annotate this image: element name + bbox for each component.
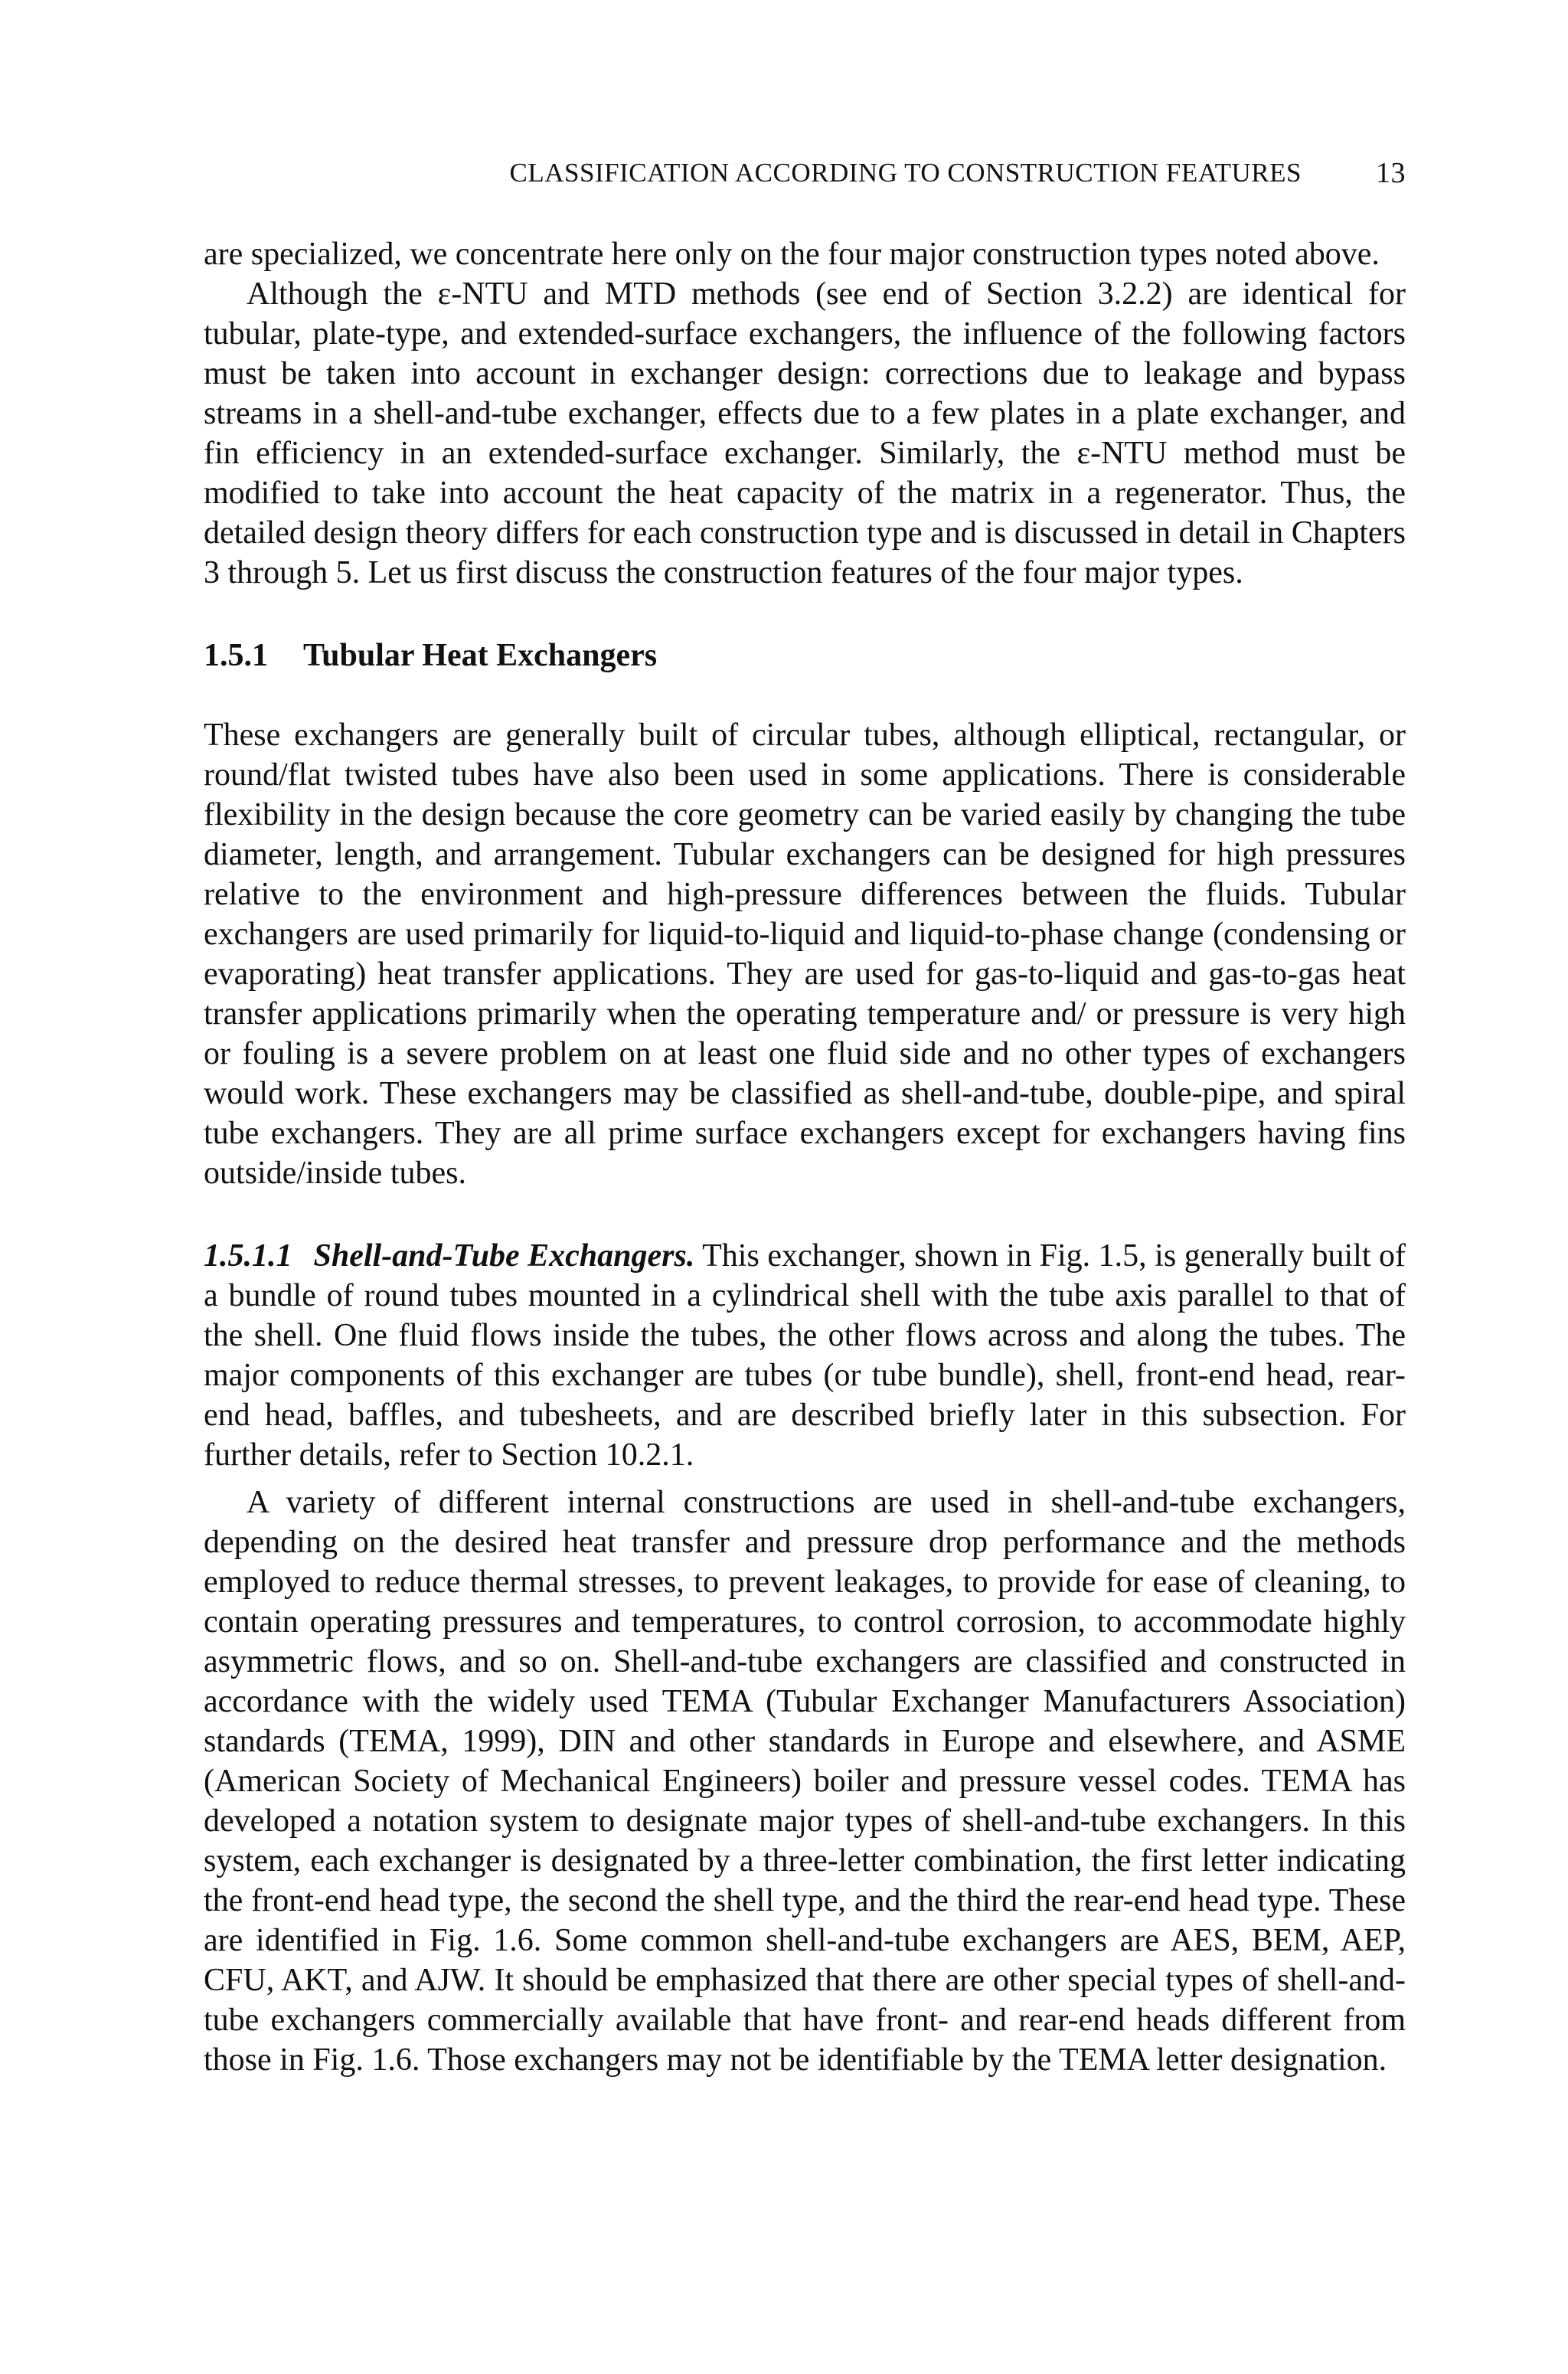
running-head xyxy=(204,150,1406,196)
spacer xyxy=(204,593,1406,636)
subsection-number: 1.5.1.1 xyxy=(204,1238,292,1274)
paragraph-methods: Although the ε-NTU and MTD methods (see end of Section 3.2.2) are identical for tubular, plate-type, and extended-surface exchangers, the influence of the following factors must be taken into account in exchanger design: corrections due to leakage and bypass streams in a shell-and-tube exchanger, effects due to a few plates in a plate exchanger, and fin efficiency in an extended-surface exchanger. Similarly, the ε-NTU method must be modified to take into account the heat capacity of the matrix in a regenerator. Thus, the detailed design theory differs for each construction type and is discussed in detail in Chapters 3 through 5. Let us first discuss the construction features of the four major types. xyxy=(204,276,1406,590)
spacer xyxy=(204,1475,1406,1483)
spacer xyxy=(204,1193,1406,1236)
body-text xyxy=(204,234,1406,2080)
subsection-heading xyxy=(204,1238,694,1274)
paragraph-shell-and-tube-intro xyxy=(204,1236,1406,1475)
subsection-title: Shell-and-Tube Exchangers. xyxy=(313,1238,695,1274)
paragraph-continued: are specialized, we concentrate here only on the four major construction types noted above. xyxy=(204,237,1380,272)
spacer xyxy=(204,675,1406,715)
paragraph-tubular: These exchangers are generally built of circular tubes, although elliptical, rectangular, or round/flat twisted tubes have also been used in some applications. There is considerable flexibility in the design because the core geometry can be varied easily by changing the tube diameter, length, and arrangement. Tubular exchangers can be designed for high pressures relative to the environment and high-pressure differences between the fluids. Tubular exchangers are used primarily for liquid-to-liquid and liquid-to-phase change (condensing or evaporating) heat transfer applications. They are used for gas-to-liquid and gas-to-gas heat transfer applications primarily when the operating temperature and/ or pressure is very high or fouling is a severe problem on at least one fluid side and no other types of exchangers would work. These exchangers may be classified as shell-and-tube, double-pipe, and spiral tube exchangers. They are all prime surface exchangers except for exchangers having fins outside/inside tubes. xyxy=(204,718,1406,1191)
paragraph-tema: A variety of different internal constructions are used in shell-and-tube exchangers, depending on the desired heat transfer and pressure drop performance and the methods employed to reduce thermal stresses, to prevent leakages, to provide for ease of cleaning, to contain operating pressures and temperatures, to control corrosion, to accommodate highly asymmetric flows, and so on. Shell-and-tube exchangers are classified and constructed in accordance with the widely used TEMA (Tubular Exchanger Manufacturers Association) standards (TEMA, 1999), DIN and other standards in Europe and elsewhere, and ASME (American Society of Mechanical Engineers) boiler and pressure vessel codes. TEMA has developed a notation system to designate major types of shell-and-tube exchangers. In this system, each exchanger is designated by a three-letter combination, the first letter indicating the front-end head type, the second the shell type, and the third the rear-end head type. These are identified in Fig. 1.6. Some common shell-and-tube exchangers are AES, BEM, AEP, CFU, AKT, and AJW. It should be emphasized that there are other special types of shell-and-tube exchangers commercially available that have front- and rear-end heads different from those in Fig. 1.6. Those exchangers may not be identifiable by the TEMA letter designation. xyxy=(204,1485,1406,2078)
running-head-title: CLASSIFICATION ACCORDING TO CONSTRUCTION FEATURES xyxy=(509,158,1302,188)
page-number: 13 xyxy=(1376,157,1406,189)
section-heading xyxy=(204,636,1406,675)
page xyxy=(204,0,1406,2374)
section-title: Tubular Heat Exchangers xyxy=(303,638,658,673)
section-number: 1.5.1 xyxy=(204,638,268,673)
subsection-text: This exchanger, shown in Fig. 1.5, is generally built of a bundle of round tubes mounted in a cylindrical shell with the tube axis parallel to that of the shell. One fluid flows inside the tubes, the other flows across and along the tubes. The major components of this exchanger are tubes (or tube bundle), shell, front-end head, rear-end head, baffles, and tubesheets, and are described briefly later in this subsection. For further details, refer to Section 10.2.1. xyxy=(204,1238,1406,1473)
